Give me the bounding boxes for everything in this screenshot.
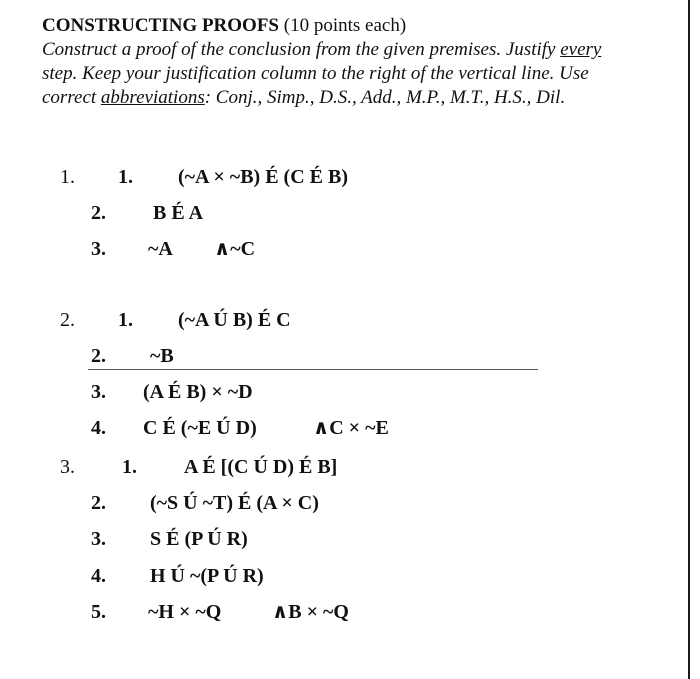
section-title: CONSTRUCTING PROOFS bbox=[42, 15, 279, 36]
abbreviation-list: : Conj., Simp., D.S., Add., M.P., M.T., H.S., Dil. bbox=[204, 87, 566, 108]
instruction-text: correct bbox=[42, 87, 101, 108]
instruction-text: Construct a proof of the conclusion from the given premises. Justify bbox=[42, 39, 561, 60]
underlined-abbreviations: abbreviations bbox=[100, 87, 205, 108]
premise-expression: (~A Ú B) É C bbox=[178, 309, 291, 331]
problem-number: 3. bbox=[60, 456, 75, 478]
premise-number: 3. bbox=[91, 528, 106, 550]
premise-expression: H Ú ~(P Ú R) bbox=[150, 565, 264, 587]
premise-expression: ~H × ~Q bbox=[148, 601, 222, 623]
instruction-line-3 bbox=[42, 86, 565, 110]
premise-number: 1. bbox=[118, 166, 133, 188]
problem-number: 1. bbox=[60, 166, 75, 188]
conclusion: ∧~C bbox=[214, 238, 256, 260]
premise-expression: C É (~E Ú D) bbox=[143, 417, 257, 439]
premise-expression: ~B bbox=[150, 345, 174, 367]
premise-number: 2. bbox=[91, 202, 106, 224]
premise-expression: (~A × ~B) É (C É B) bbox=[178, 166, 348, 188]
premise-number: 3. bbox=[91, 238, 106, 260]
premise-expression: ~A bbox=[148, 238, 173, 260]
instruction-line-1 bbox=[42, 38, 601, 62]
premise-number: 5. bbox=[91, 601, 106, 623]
premise-number: 4. bbox=[91, 565, 106, 587]
points-note: (10 points each) bbox=[279, 15, 407, 36]
premise-number: 3. bbox=[91, 381, 106, 403]
premise-number: 1. bbox=[118, 309, 133, 331]
premise-number: 1. bbox=[122, 456, 137, 478]
conclusion: ∧C × ~E bbox=[313, 417, 389, 439]
underlined-every: every bbox=[560, 39, 602, 60]
premise-number: 2. bbox=[91, 345, 106, 367]
premise-expression: B É A bbox=[153, 202, 204, 224]
premise-number: 2. bbox=[91, 492, 106, 514]
header-title-line bbox=[42, 14, 406, 38]
problem-number: 2. bbox=[60, 309, 75, 331]
instruction-text: step. Keep your justification column to the right of the vertical line. Use bbox=[42, 63, 589, 84]
conclusion: ∧B × ~Q bbox=[272, 601, 349, 623]
instruction-line-2 bbox=[42, 62, 589, 86]
divider-line bbox=[88, 369, 538, 370]
premise-expression: (A É B) × ~D bbox=[143, 381, 253, 403]
premise-expression: S É (P Ú R) bbox=[150, 528, 248, 550]
premise-number: 4. bbox=[91, 417, 106, 439]
premise-expression: A É [(C Ú D) É B] bbox=[184, 456, 338, 478]
premise-expression: (~S Ú ~T) É (A × C) bbox=[150, 492, 319, 514]
